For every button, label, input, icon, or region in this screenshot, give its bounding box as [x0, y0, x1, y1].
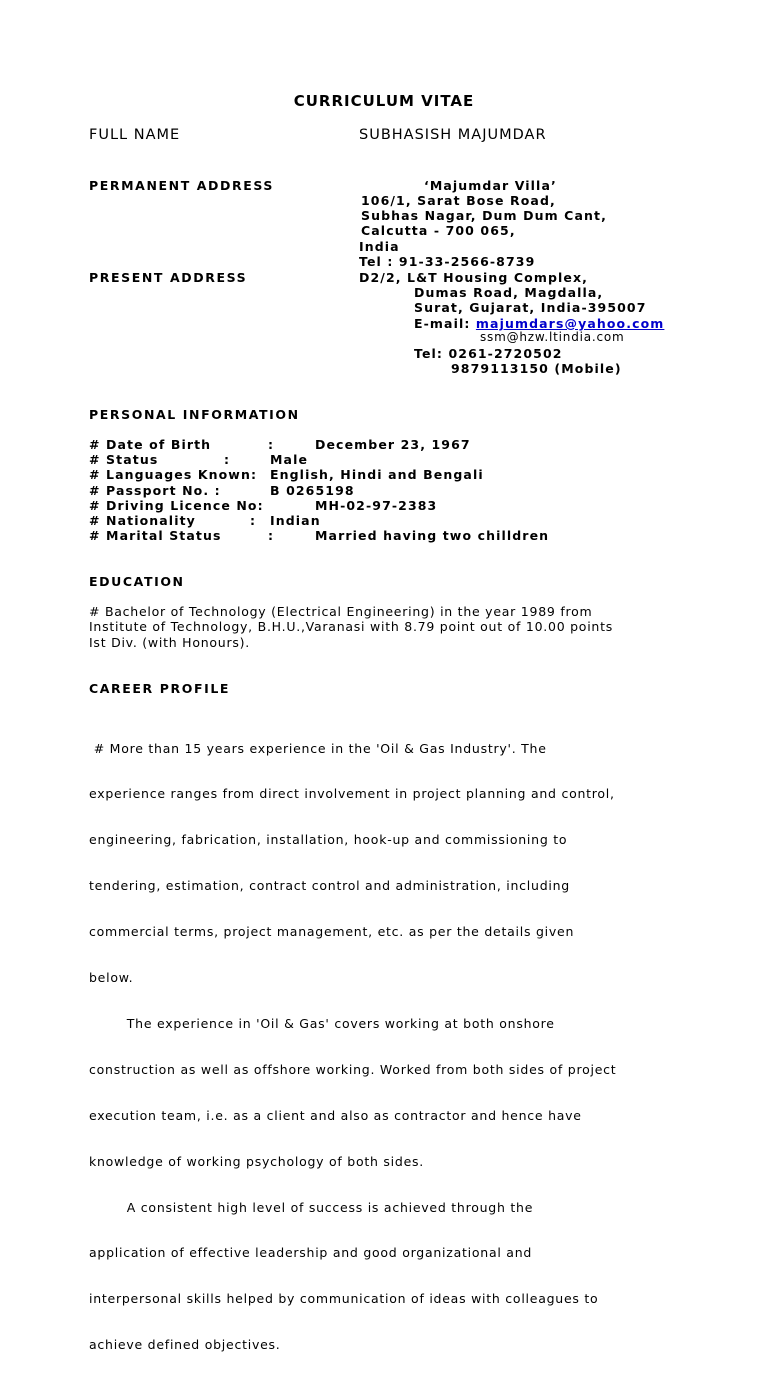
pi-value-status: Male	[270, 452, 309, 467]
present-address-label: PRESENT ADDRESS	[89, 270, 248, 285]
pi-label-marital: # Marital Status	[89, 528, 222, 543]
present-phone: Tel: 0261-2720502	[414, 346, 563, 361]
education-line: # Bachelor of Technology (Electrical Engineering) in the year 1989 from	[89, 604, 593, 619]
career-line: tendering, estimation, contract control and administration, including	[89, 878, 570, 894]
career-line: interpersonal skills helped by communication of ideas with colleagues to	[89, 1291, 599, 1307]
pi-value-nationality: Indian	[270, 513, 321, 528]
education-line: Ist Div. (with Honours).	[89, 634, 250, 650]
career-line: # More than 15 years experience in the 'Oil & Gas Industry'. The	[89, 740, 547, 756]
pi-sep-nationality: :	[250, 513, 257, 528]
pi-sep-marital: :	[268, 528, 275, 543]
permanent-address-line: 106/1, Sarat Bose Road,	[361, 193, 556, 208]
permanent-address-label: PERMANENT ADDRESS	[89, 178, 275, 193]
career-line: achieve defined objectives.	[89, 1337, 281, 1353]
pi-value-licence: MH-02-97-2383	[315, 498, 438, 513]
career-profile-text	[89, 710, 689, 1383]
pi-label-nationality: # Nationality	[89, 513, 196, 528]
permanent-address-line: Subhas Nagar, Dum Dum Cant,	[361, 208, 607, 223]
career-line: engineering, fabrication, installation, hook-up and commissioning to	[89, 832, 568, 848]
career-line: below.	[89, 970, 134, 986]
email-row	[414, 316, 664, 331]
pi-sep-status: :	[224, 452, 231, 467]
permanent-address-phone: Tel : 91-33-2566-8739	[359, 254, 536, 269]
career-line: construction as well as offshore working. Worked from both sides of project	[89, 1061, 617, 1077]
document-title: CURRICULUM VITAE	[293, 92, 475, 110]
career-line: execution team, i.e. as a client and also as contractor and hence have	[89, 1107, 582, 1123]
present-address-line: Surat, Gujarat, India-395007	[414, 300, 647, 315]
email-label: E-mail:	[414, 316, 471, 331]
career-line: experience ranges from direct involvement in project planning and control,	[89, 786, 615, 802]
pi-value-languages: English, Hindi and Bengali	[270, 467, 484, 482]
pi-sep-dob: :	[268, 437, 275, 452]
pi-label-licence: # Driving Licence No:	[89, 498, 264, 513]
present-address-line: D2/2, L&T Housing Complex,	[359, 270, 588, 285]
career-line: The experience in 'Oil & Gas' covers working at both onshore	[89, 1015, 555, 1031]
permanent-address-line: India	[359, 239, 400, 254]
pi-label-passport: # Passport No. :	[89, 483, 221, 498]
pi-label-languages: # Languages Known:	[89, 467, 258, 482]
mobile-phone: 9879113150 (Mobile)	[451, 361, 622, 376]
full-name-label: FULL NAME	[89, 127, 181, 143]
pi-value-marital: Married having two chilldren	[315, 528, 550, 543]
pi-value-passport: B 0265198	[270, 483, 355, 498]
email-link[interactable]: majumdars@yahoo.com	[475, 316, 665, 331]
education-text	[89, 604, 689, 650]
career-line: application of effective leadership and good organizational and	[89, 1245, 533, 1261]
pi-value-dob: December 23, 1967	[315, 437, 471, 452]
permanent-address-line: Calcutta - 700 065,	[361, 223, 516, 238]
pi-label-dob: # Date of Birth	[89, 437, 212, 452]
present-address-line: Dumas Road, Magdalla,	[414, 285, 604, 300]
career-line: commercial terms, project management, etc. as per the details given	[89, 924, 575, 940]
personal-information-heading: PERSONAL INFORMATION	[89, 407, 300, 422]
career-profile-heading: CAREER PROFILE	[89, 681, 231, 696]
career-line: A consistent high level of success is achieved through the	[89, 1199, 534, 1215]
permanent-address-line: ‘Majumdar Villa’	[424, 178, 557, 193]
full-name-value: SUBHASISH MAJUMDAR	[359, 127, 547, 143]
education-line: Institute of Technology, B.H.U.,Varanasi with 8.79 point out of 10.00 points	[89, 619, 614, 635]
career-line: knowledge of working psychology of both sides.	[89, 1153, 425, 1169]
education-heading: EDUCATION	[89, 574, 185, 589]
secondary-email: ssm@hzw.ltindia.com	[480, 330, 625, 344]
pi-label-status: # Status	[89, 452, 159, 467]
